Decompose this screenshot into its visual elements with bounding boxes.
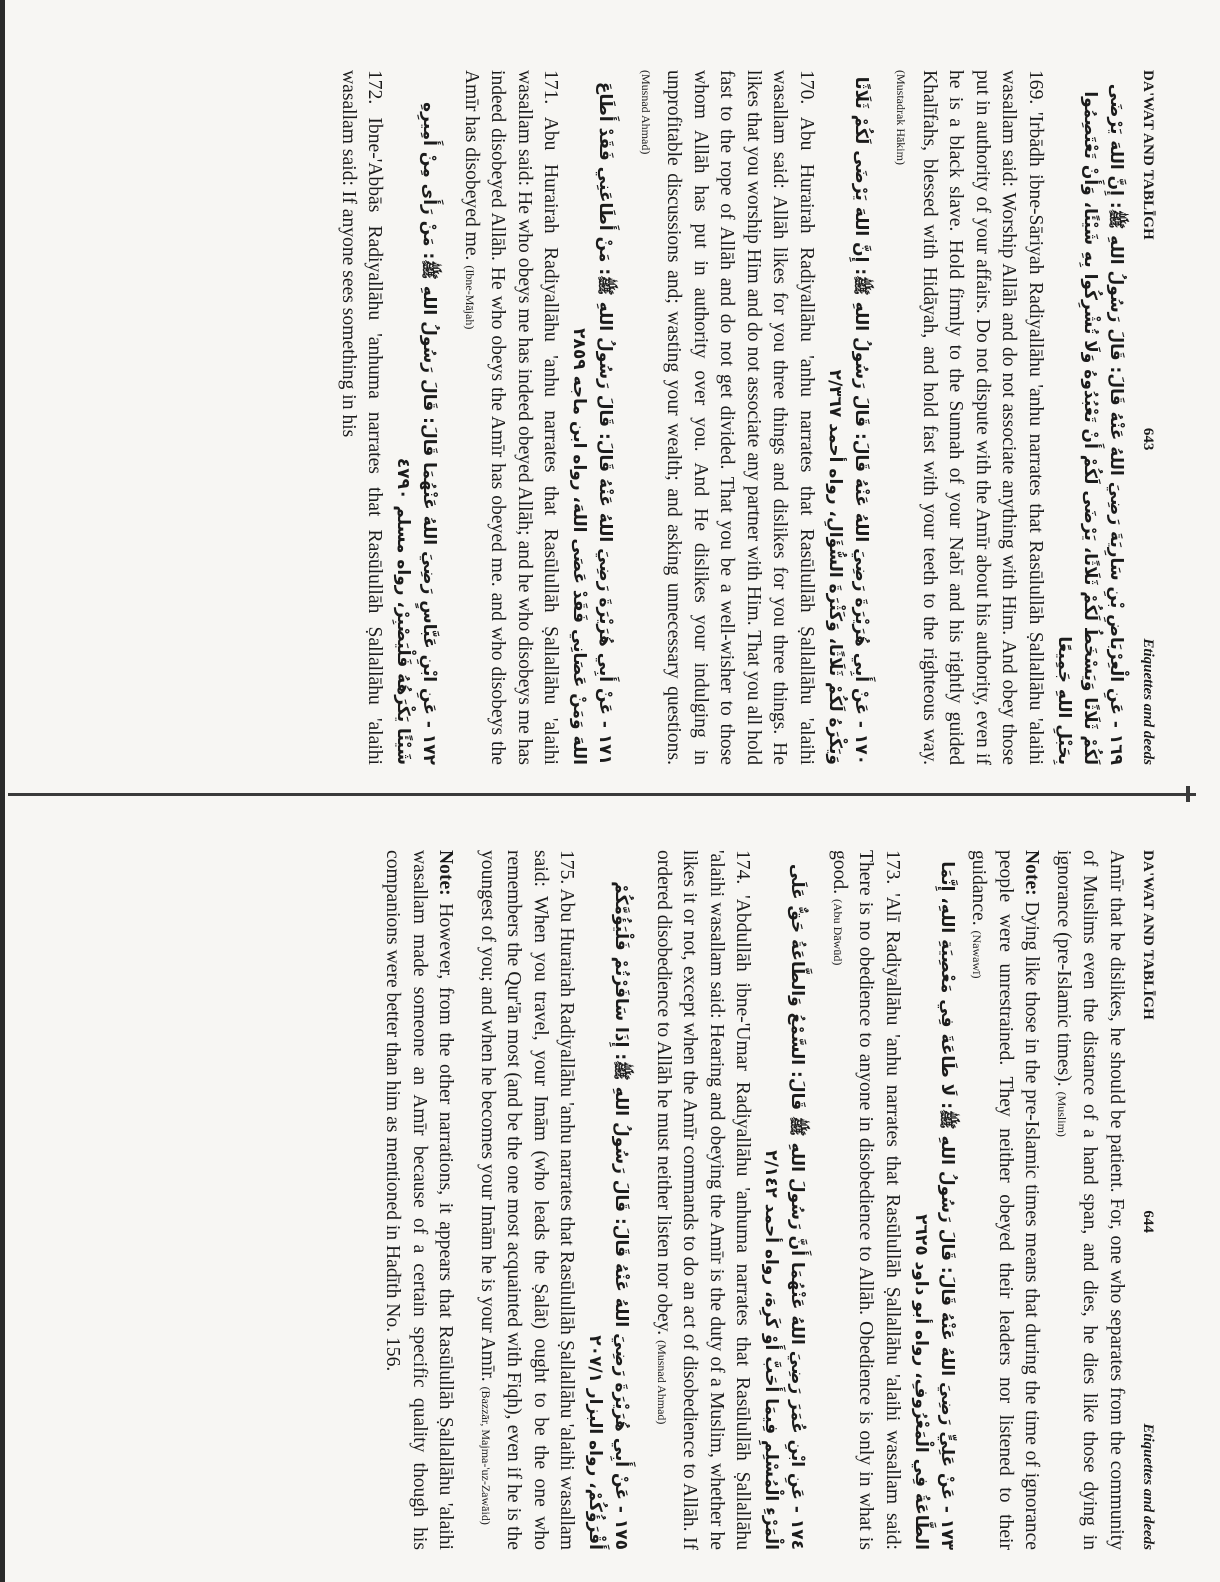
hadith-172	[335, 70, 443, 765]
page-header	[1139, 70, 1156, 765]
continuation-text: Amīr that he dislikes, he should be patient. For, one who separates from the community of Muslims even the distance of a hand span, and dies, he dies like those dying in ignorance (pre-Islamic times). (Muslim)	[1053, 850, 1127, 1550]
hadith-170	[633, 70, 875, 765]
note-paragraph: Note: However, from the other narrations, it appears that Rasūlullāh Ṣallallāhu 'alaihi wasallam made someone an Amīr because of a certain specific quality though his companions were better than him as mentioned in Hadīth No. 156.	[382, 850, 457, 1550]
source-reference: (Muslim)	[1055, 1091, 1069, 1137]
page-643	[91, 70, 1156, 765]
hadith-175	[473, 850, 635, 1550]
note-label: Note:	[435, 850, 457, 896]
hadith-174	[649, 850, 811, 1550]
source-reference: (Nawawī)	[970, 930, 985, 979]
page-644	[91, 850, 1156, 1550]
arabic-text: ١٧٣ - عَنْ عَلِيٍّ رَضِيَ اللهُ عَنْهُ قَالَ: قَالَ رَسُولُ اللهِ ﷺ: لَا طَاعَةَ فِي مَعْصِيَةِ اللهِ، إِنَّمَا الطَّاعَةُ فِي الْمَعْرُوفِ، رواه أبو داود ٢٦٢٥	[911, 861, 957, 1550]
page-body	[379, 850, 1129, 1550]
translation-text: 171. Abu Hurairah Radiyallāhu 'anhu narrates that Rasūlullāh Ṣallallāhu 'alaihi wasallam said: He who obeys me has indeed obeyed Allāh; and he who disobeys me has indeed disobeyed Allāh. He who obeys the Amīr has obeyed me. and who disobeys the Amīr has disobeyed me. (Ibne-Mājah)	[461, 70, 562, 765]
page-header	[1139, 850, 1156, 1550]
arabic-text: ١٦٩ - عَنِ الْعِرْبَاضِ بْنِ سَارِيَةَ رَضِيَ اللهُ عَنْهُ قَالَ: قَالَ رَسُولُ اللهِ ﷺ: إِنَّ اللهَ يَرْضَى لَكُمْ ثَلَاثًا وَيَسْخَطُ لَكُمْ ثَلَاثًا، يَرْضَى لَكُمْ أَنْ تَعْبُدُوهُ وَلَا تُشْرِكُوا بِهِ شَيْئًا، وَأَنْ تَعْتَصِمُوا بِحَبْلِ اللهِ جَمِيعًا	[1054, 83, 1126, 765]
arabic-text: ١٧٠ - عَنْ أَبِي هُرَيْرَةَ رَضِيَ اللهُ عَنْهُ قَالَ: قَالَ رَسُولُ اللهِ ﷺ: إِنَّ اللهَ يَرْضَى لَكُمْ ثَلَاثًا وَيَكْرَهُ لَكُمْ ثَلَاثًا، وَكَثْرَةَ السُّؤَالِ، رواه أحمد ٢/٣٦٧	[825, 76, 871, 765]
translation-text: 170. Abu Hurairah Radiyallāhu 'anhu narrates that Rasūlullāh Ṣallallāhu 'alaihi wasallam said: Allāh likes for you three things and dislikes for you three things. He likes that you worship Him and do not associate any partner with Him. That you all hold fast to the rope of Allāh and do not get divided. That you be a well-wisher to those whom Allāh has put in authority over you. And He dislikes your indulging in unprofitable discussions and; wasting your wealth; and asking unnecessary questions. (Musnad Ahmad)	[639, 70, 817, 765]
source-reference: (Musnad Ahmad)	[639, 70, 653, 155]
page-body	[335, 70, 1130, 765]
arabic-text: ١٧٢ - عَنِ ابْنِ عَبَّاسٍ رَضِيَ اللهُ عَنْهُمَا قَالَ: قَالَ رَسُولُ اللهِ ﷺ: مَنْ رَأَى مِنْ أَمِيرِهِ شَيْئًا يَكْرَهُهُ فَلْيَصْبِرْ، رواه مسلم ٤٧٩٠	[393, 102, 440, 765]
translation-text: 174. 'Abdullāh ibne-'Umar Radiyallāhu 'anhuma narrates that Rasūlullāh Ṣallallāhu 'alaihi wasallam said: Hearing and obeying the Amīr is the duty of a Muslim, whether he likes it or not, except when the Amīr commands to do an act of disobedience to Allāh. If ordered disobedience to Allāh he must neither listen nor obey. (Musnad Ahmad)	[653, 850, 754, 1550]
page-number: 644	[1140, 1210, 1156, 1233]
translation-text: 172. Ibne-'Abbās Radiyallāhu 'anhuma narrates that Rasūlullāh Ṣallallāhu 'alaihi wasallam said: If anyone sees something in his	[338, 70, 386, 765]
arabic-text: ١٧٤ - عَنِ ابْنِ عُمَرَ رَضِيَ اللهُ عَنْهُمَا أَنَّ رَسُولَ اللهِ ﷺ قَالَ: السَّمْعُ وَالطَّاعَةُ حَقٌّ عَلَى الْمَرْءِ الْمُسْلِمِ فِيمَا أَحَبَّ أَوْ كَرِهَ، رواه أحمد ٢/١٤٢	[761, 863, 808, 1550]
source-reference: (Bazzār, Majma-'uz-Zawāid)	[479, 1386, 493, 1525]
translation-text: 173. 'Alī Radiyallāhu 'anhu narrates that Rasūlullāh Ṣallallāhu 'alaihi wasallam said: There is no obedience to anyone in disobedience to Allāh. Obedience is only in what is good. (Abu Dāwūd)	[829, 850, 903, 1550]
source-reference: (Ibne-Mājah)	[463, 265, 477, 330]
source-reference: (Abu Dāwūd)	[831, 899, 845, 966]
note-label: Note:	[1021, 850, 1043, 896]
arabic-text: ١٧١ - عَنْ أَبِي هُرَيْرَةَ رَضِيَ اللهُ عَنْهُ قَالَ: قَالَ رَسُولُ اللهِ ﷺ: مَنْ أَطَاعَنِي فَقَدْ أَطَاعَ اللهَ وَمَنْ عَصَانِي فَقَدْ عَصَى اللهَ، رواه ابن ماجه ٢٨٥٩	[569, 81, 616, 765]
arabic-text: ١٧٥ - عَنْ أَبِي هُرَيْرَةَ رَضِيَ اللهُ عَنْهُ قَالَ: قَالَ رَسُولُ اللهِ ﷺ: إِذَا سَافَرْتُمْ فَلْيَؤُمَّكُمْ أَقْرَؤُكُمْ، رواه البزار ٢٠٧/١	[585, 881, 632, 1550]
page-number: 643	[1140, 427, 1156, 451]
header-section: Etiquettes and deeds	[1140, 1423, 1156, 1550]
source-reference: (Mustadrak Hākim)	[894, 70, 909, 165]
source-reference: (Musnad Ahmad)	[655, 1340, 669, 1425]
scan-left-edge	[0, 0, 5, 1582]
page-fold-line	[8, 793, 1196, 796]
header-title: DA'WAT AND TABLĪGH	[1140, 70, 1156, 241]
translation-text: 169. 'Irbādh ibne-Sāriyah Radiyallāhu 'anhu narrates that Rasūlullāh Ṣallallāhu 'alaihi wasallam said: Worship Allāh and do not associate anything with Him. And obey those put in authority of your affairs. Do not dispute with the Amīr about his authority, even if he is a black slave. Hold firmly to the Sunnah of your Nabī and his rightly guided Khalīfahs, blessed with Hidāyah, and hold fast with your teeth to the righteous way. (Mustadrak Hākim)	[894, 70, 1046, 765]
header-section: Etiquettes and deeds	[1140, 638, 1156, 765]
translation-text: 175. Abu Hurairah Radiyallāhu 'anhu narrates that Rasūlullāh Ṣallallāhu 'alaihi wasallam said: When you travel, your Imām (who leads the Ṣalāt) ought to be the one who remembers the Qur'ān most (and be the one most acquainted with Fiqh), even if he is the youngest of you; and when he becomes your Imām he is your Amīr. (Bazzār, Majma-'uz-Zawāid)	[477, 850, 578, 1550]
hadith-171	[457, 70, 619, 765]
hadith-169	[888, 70, 1129, 765]
hadith-173	[825, 850, 961, 1550]
header-title: DA'WAT AND TABLĪGH	[1140, 850, 1156, 1021]
note-paragraph: Note: Dying like those in the pre-Islamic times means that during the time of ignorance people were unrestrained. They neither obeyed their leaders nor listened to their guidance. (Nawawī)	[968, 850, 1043, 1551]
fold-mark	[1186, 786, 1190, 802]
